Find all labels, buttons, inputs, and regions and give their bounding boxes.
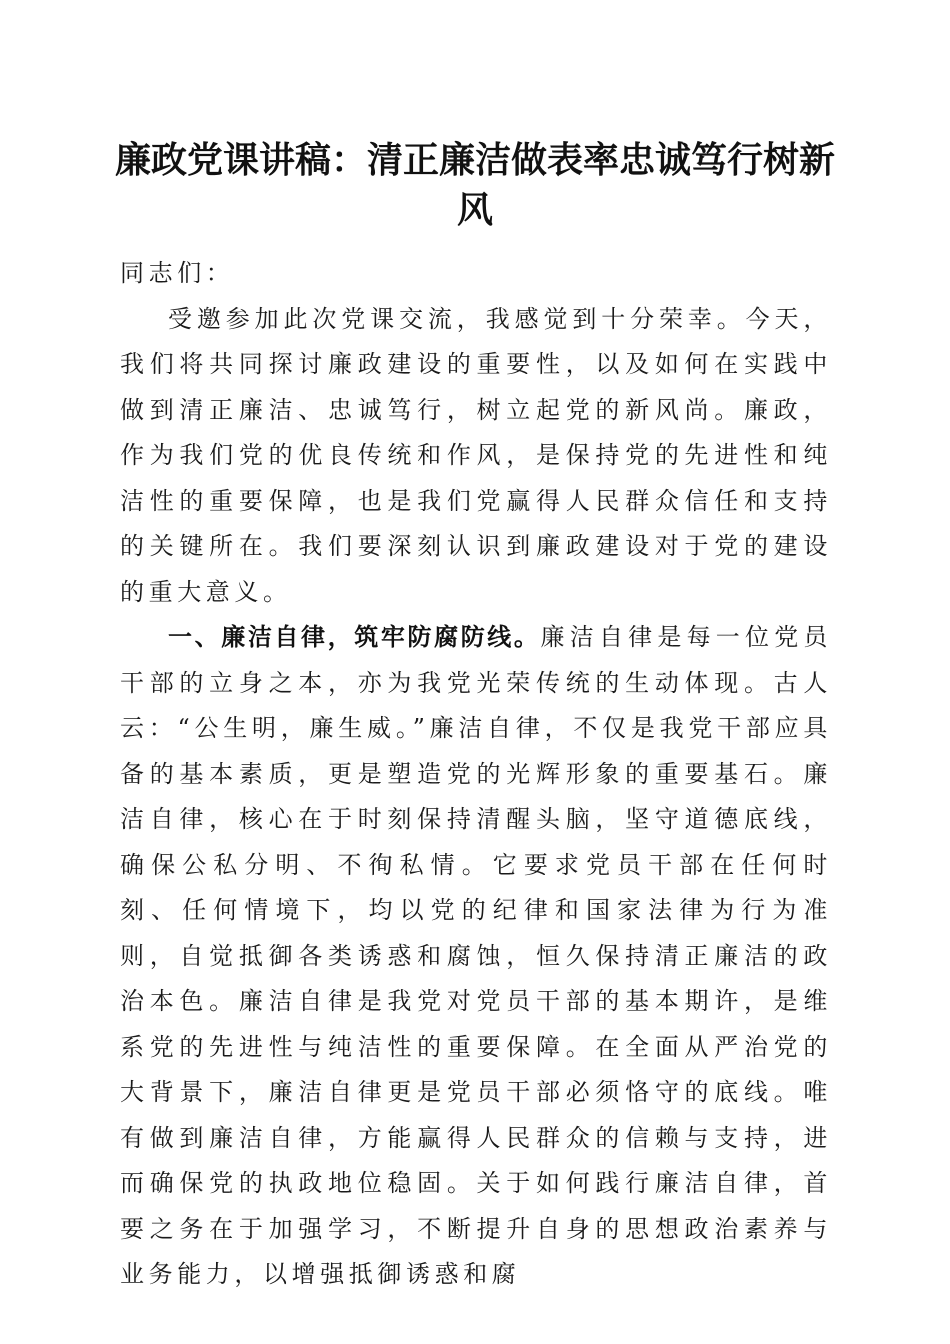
greeting: 同志们：: [120, 259, 235, 287]
intro-paragraph: 受邀参加此次党课交流，我感觉到十分荣幸。今天，我们将共同探讨廉政建设的重要性，以及如何在实践中做到清正廉洁、忠诚笃行，树立起党的新风尚。廉政，作为我们党的优良传统和作风，是保持党的先进性和纯洁性的重要保障，也是我们党赢得人民群众信任和支持的关键所在。我们要深刻认识到廉政建设对于党的建设的重大意义。: [120, 304, 832, 606]
section-1-paragraph: [120, 615, 832, 1298]
page-title: 廉政党课讲稿：清正廉洁做表率忠诚笃行树新风: [114, 139, 835, 231]
section-1-heading: 一、廉洁自律，筑牢防腐防线。: [168, 623, 541, 651]
section-1-body: 廉洁自律是每一位党员干部的立身之本，亦为我党光荣传统的生动体现。古人云：“公生明，廉生威。”廉洁自律，不仅是我党干部应具备的基本素质，更是塑造党的光辉形象的重要基石。廉洁自律，核心在于时刻保持清醒头脑，坚守道德底线，确保公私分明、不徇私情。它要求党员干部在任何时刻、任何情境下，均以党的纪律和国家法律为行为准则，自觉抵御各类诱惑和腐蚀，恒久保持清正廉洁的政治本色。廉洁自律是我党对党员干部的基本期许，是维系党的先进性与纯洁性的重要保障。在全面从严治党的大背景下，廉洁自律更是党员干部必须恪守的底线。唯有做到廉洁自律，方能赢得人民群众的信赖与支持，进而确保党的执政地位稳固。关于如何践行廉洁自律，首要之务在于加强学习，不断提升自身的思想政治素养与业务能力，以增强抵御诱惑和腐: [120, 623, 833, 1288]
document-body: [120, 251, 832, 1298]
